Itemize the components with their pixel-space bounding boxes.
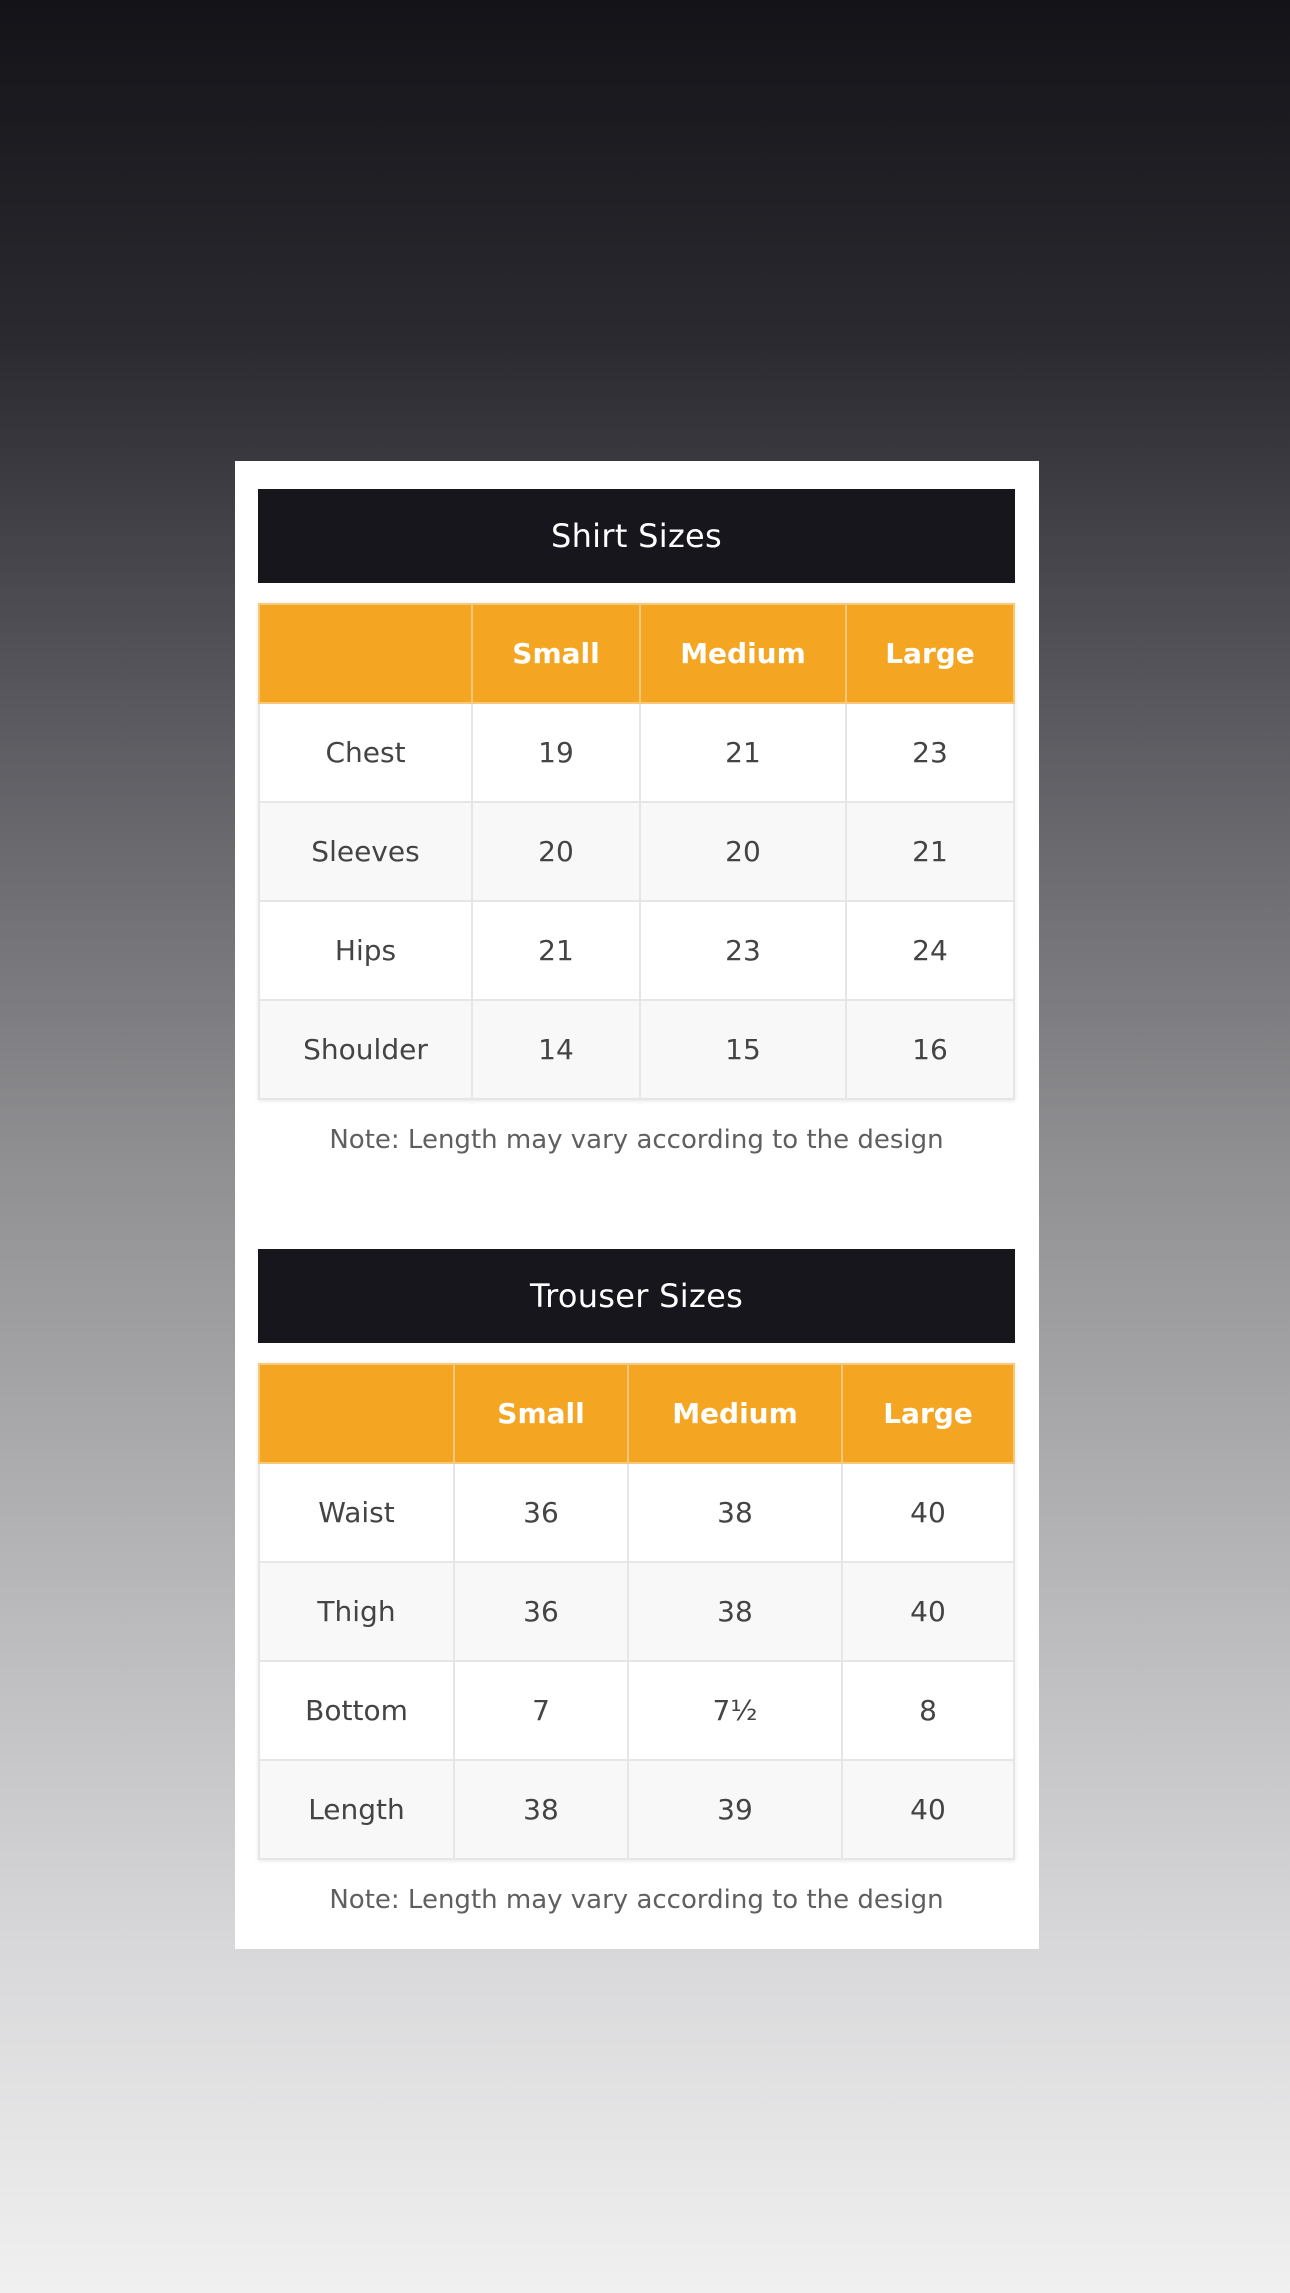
table-cell: 23: [846, 703, 1014, 802]
table-row: [259, 1463, 1014, 1562]
table-cell: 40: [842, 1463, 1014, 1562]
table-cell: 21: [472, 901, 640, 1000]
shirt-size-note: Note: Length may vary according to the design: [329, 1125, 944, 1155]
table-cell: 20: [640, 802, 846, 901]
table-cell: 19: [472, 703, 640, 802]
row-label-thigh: Thigh: [259, 1562, 454, 1661]
table-cell: 36: [454, 1562, 628, 1661]
shirt-size-table: [258, 603, 1015, 1100]
header-cell-medium: Medium: [640, 604, 846, 703]
table-cell: 40: [842, 1562, 1014, 1661]
row-label-sleeves: Sleeves: [259, 802, 472, 901]
table-cell: 23: [640, 901, 846, 1000]
table-cell: 24: [846, 901, 1014, 1000]
header-cell-large: Large: [842, 1364, 1014, 1463]
table-cell: 38: [628, 1562, 842, 1661]
shirt-sizes-section: [258, 489, 1015, 1166]
row-label-bottom: Bottom: [259, 1661, 454, 1760]
row-label-hips: Hips: [259, 901, 472, 1000]
header-cell-large: Large: [846, 604, 1014, 703]
table-cell: 8: [842, 1661, 1014, 1760]
table-cell: 7½: [628, 1661, 842, 1760]
table-cell: 14: [472, 1000, 640, 1099]
header-cell-blank: [259, 1364, 454, 1463]
trouser-sizes-section: [258, 1249, 1015, 1926]
table-cell: 36: [454, 1463, 628, 1562]
table-row: [259, 1760, 1014, 1859]
trouser-size-table: [258, 1363, 1015, 1860]
shirt-sizes-title: Shirt Sizes: [258, 489, 1015, 583]
table-row: [259, 1000, 1014, 1099]
header-cell-small: Small: [454, 1364, 628, 1463]
table-row: [259, 901, 1014, 1000]
trouser-sizes-title: Trouser Sizes: [258, 1249, 1015, 1343]
size-chart-card: [235, 461, 1039, 1949]
table-cell: 21: [846, 802, 1014, 901]
table-cell: 7: [454, 1661, 628, 1760]
table-header-row: [259, 604, 1014, 703]
table-header-row: [259, 1364, 1014, 1463]
table-cell: 16: [846, 1000, 1014, 1099]
table-cell: 39: [628, 1760, 842, 1859]
trouser-size-note: Note: Length may vary according to the design: [329, 1885, 944, 1915]
table-row: [259, 703, 1014, 802]
row-label-waist: Waist: [259, 1463, 454, 1562]
table-row: [259, 802, 1014, 901]
table-cell: 38: [628, 1463, 842, 1562]
row-label-chest: Chest: [259, 703, 472, 802]
table-cell: 38: [454, 1760, 628, 1859]
row-label-shoulder: Shoulder: [259, 1000, 472, 1099]
table-row: [259, 1562, 1014, 1661]
header-cell-medium: Medium: [628, 1364, 842, 1463]
header-cell-blank: [259, 604, 472, 703]
table-cell: 21: [640, 703, 846, 802]
header-cell-small: Small: [472, 604, 640, 703]
table-cell: 40: [842, 1760, 1014, 1859]
table-cell: 20: [472, 802, 640, 901]
table-row: [259, 1661, 1014, 1760]
row-label-length: Length: [259, 1760, 454, 1859]
table-cell: 15: [640, 1000, 846, 1099]
